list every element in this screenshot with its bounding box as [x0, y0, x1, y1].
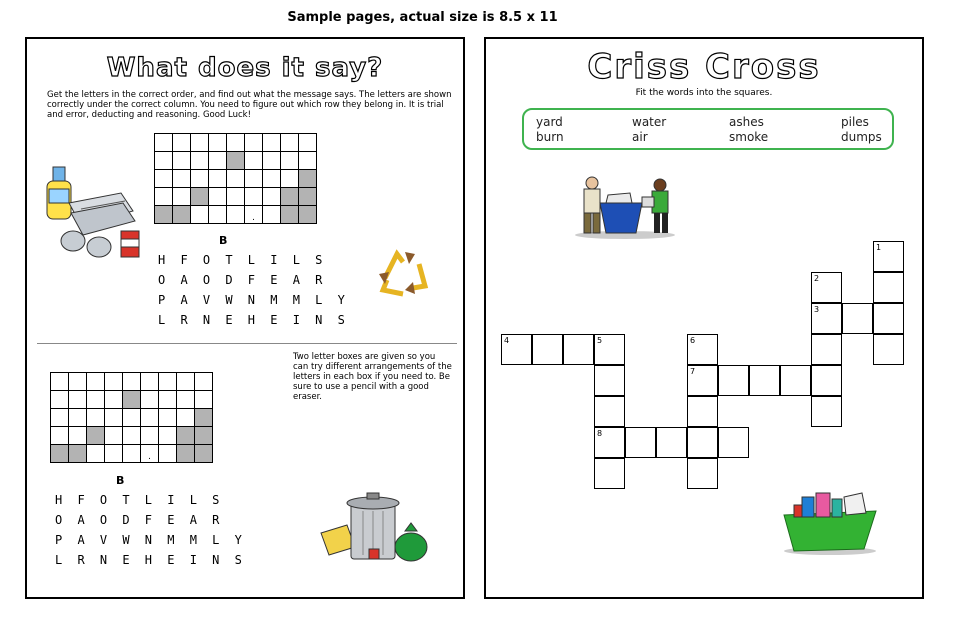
page-title: Criss Cross — [587, 47, 821, 87]
given-letter: B — [116, 474, 125, 487]
crossword-cell[interactable] — [594, 334, 625, 365]
word-bank-item: smoke — [729, 130, 769, 144]
sample-caption: Sample pages, actual size is 8.5 x 11 — [287, 10, 558, 25]
crossword-cell[interactable] — [873, 272, 904, 303]
crossword-cell[interactable] — [873, 334, 904, 365]
letter-row: O A O D F E A R — [158, 273, 327, 287]
recycle-arrows-icon — [375, 244, 431, 300]
clue-number: 7 — [690, 367, 696, 376]
letter-grid — [50, 372, 213, 463]
letter-row: H F O T L I L S — [158, 253, 327, 267]
crossword-cell[interactable] — [873, 241, 904, 272]
crossword-cell[interactable] — [594, 396, 625, 427]
clue-number: 2 — [814, 274, 820, 283]
instructions-text: Get the letters in the correct order, and find out what the message says. The letters are shown correctly under the correct column. You need to figure out which row they belong in. It is trial and error, deducting and reasoning. Good Luck! — [47, 90, 452, 120]
crossword-cell[interactable] — [532, 334, 563, 365]
letter-row: L R N E H E I N S — [55, 553, 246, 567]
word-bank-item: ashes — [729, 115, 764, 129]
trash-can-illustration — [319, 491, 429, 569]
clue-number: 5 — [597, 336, 603, 345]
crossword-cell[interactable] — [718, 427, 749, 458]
recyclables-illustration — [41, 163, 145, 261]
crossword-cell[interactable] — [501, 334, 532, 365]
period-cell: . — [245, 206, 263, 224]
tip-text: Two letter boxes are given so you can try different arrangements of the letters in each box if you need to. Be sure to use a pencil with a good eraser. — [293, 352, 452, 402]
crossword-cell[interactable] — [687, 427, 718, 458]
word-bank-item: dumps — [841, 130, 882, 144]
left-sample-page — [25, 37, 465, 599]
crossword-cell[interactable] — [687, 458, 718, 489]
crossword-cell[interactable] — [842, 303, 873, 334]
crossword-cell[interactable] — [594, 458, 625, 489]
crossword-cell[interactable] — [687, 365, 718, 396]
word-bank-item: water — [632, 115, 667, 129]
page-subtitle: Fit the words into the squares. — [635, 88, 773, 98]
crossword-cell[interactable] — [811, 272, 842, 303]
given-letter: B — [219, 234, 228, 247]
right-sample-page — [484, 37, 924, 599]
letter-row: P A V W N M M L Y — [158, 293, 349, 307]
clue-number: 4 — [504, 336, 510, 345]
clue-number: 3 — [814, 305, 820, 314]
letter-rows — [55, 490, 246, 570]
word-bank-item: yard — [536, 115, 563, 129]
letter-rows — [158, 250, 349, 330]
clue-number: 1 — [876, 243, 882, 252]
clue-number: 8 — [597, 429, 603, 438]
word-bank-item: burn — [536, 130, 564, 144]
letter-row: P A V W N M M L Y — [55, 533, 246, 547]
crossword-cell[interactable] — [594, 427, 625, 458]
page-title: What does it say? — [106, 53, 384, 83]
word-bank-item: piles — [841, 115, 869, 129]
letter-row: L R N E H E I N S — [158, 313, 349, 327]
crossword-cell[interactable] — [625, 427, 656, 458]
period-cell: . — [141, 445, 159, 463]
section-divider — [37, 343, 457, 344]
crossword-cell[interactable] — [687, 334, 718, 365]
people-recycling-illustration — [570, 175, 680, 241]
word-bank — [522, 108, 894, 150]
clue-number: 6 — [690, 336, 696, 345]
crossword-cell[interactable] — [656, 427, 687, 458]
letter-row: O A O D F E A R — [55, 513, 224, 527]
crossword-cell[interactable] — [780, 365, 811, 396]
crossword-cell[interactable] — [873, 303, 904, 334]
recycling-bin-illustration — [780, 491, 880, 557]
crossword-cell[interactable] — [749, 365, 780, 396]
letter-row: H F O T L I L S — [55, 493, 224, 507]
crossword-cell[interactable] — [811, 303, 842, 334]
crossword-cell[interactable] — [811, 396, 842, 427]
crossword-cell[interactable] — [687, 396, 718, 427]
crossword-cell[interactable] — [563, 334, 594, 365]
word-bank-item: air — [632, 130, 648, 144]
crossword-cell[interactable] — [811, 365, 842, 396]
letter-grid — [154, 133, 317, 224]
crossword-cell[interactable] — [594, 365, 625, 396]
crossword-cell[interactable] — [718, 365, 749, 396]
crossword-cell[interactable] — [811, 334, 842, 365]
